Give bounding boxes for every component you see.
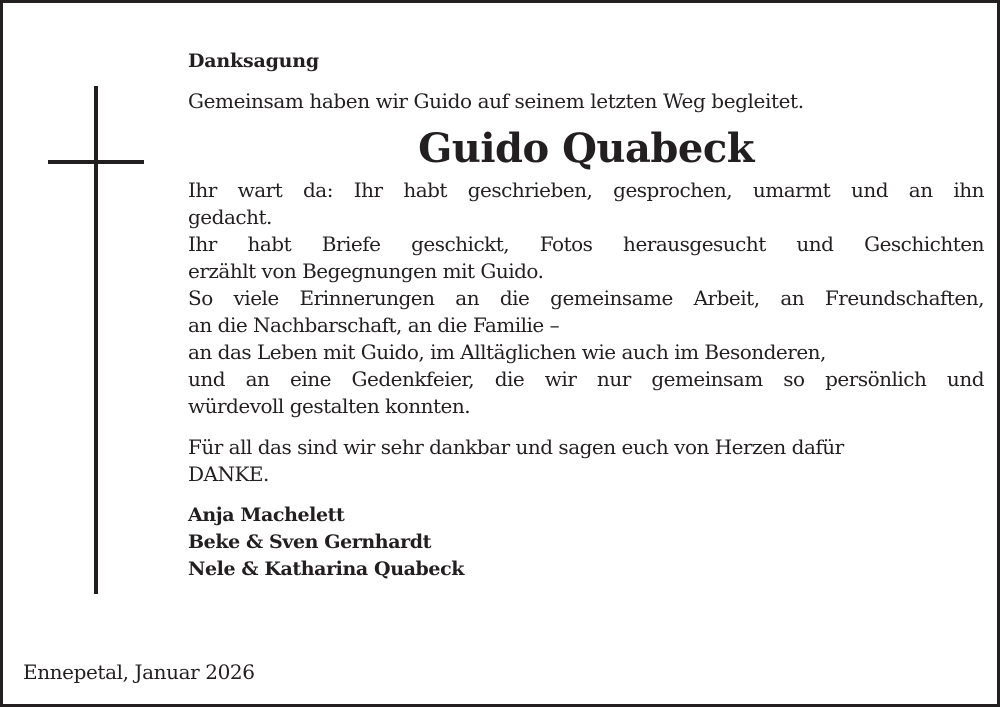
body-line: erzählt von Begegnungen mit Guido.: [188, 259, 544, 283]
body-text: [188, 177, 984, 420]
body-line: an die Nachbarschaft, an die Familie –: [188, 313, 560, 337]
body-line: und an eine Gedenkfeier, die wir nur gemeinsam so persönlich und: [188, 367, 984, 391]
notice-heading: Danksagung: [188, 50, 319, 72]
signer: Beke & Sven Gernhardt: [188, 531, 431, 553]
body-line: Ihr habt Briefe geschickt, Fotos herausgesucht und Geschichten: [188, 232, 984, 256]
place-date: Ennepetal, Januar 2026: [23, 660, 255, 684]
intro-text: Gemeinsam haben wir Guido auf seinem letzten Weg begleitet.: [188, 89, 804, 113]
thanks-line: DANKE.: [188, 462, 269, 486]
signer: Anja Machelett: [188, 504, 345, 526]
cross-icon-crossbar: [48, 160, 144, 164]
body-line: an das Leben mit Guido, im Alltäglichen wie auch im Besonderen,: [188, 340, 826, 364]
signers-list: [188, 502, 984, 583]
body-line: So viele Erinnerungen an die gemeinsame Arbeit, an Freundschaften,: [188, 286, 984, 310]
notice-content: [188, 47, 984, 583]
deceased-name: Guido Quabeck: [418, 125, 754, 172]
body-line: würdevoll gestalten konnten.: [188, 394, 471, 418]
thanks-text: [188, 434, 984, 488]
thanks-line: Für all das sind wir sehr dankbar und sagen euch von Herzen dafür: [188, 435, 844, 459]
signer: Nele & Katharina Quabeck: [188, 558, 465, 580]
body-line: Ihr wart da: Ihr habt geschrieben, gesprochen, umarmt und an ihn: [188, 178, 984, 202]
body-line: gedacht.: [188, 205, 272, 229]
